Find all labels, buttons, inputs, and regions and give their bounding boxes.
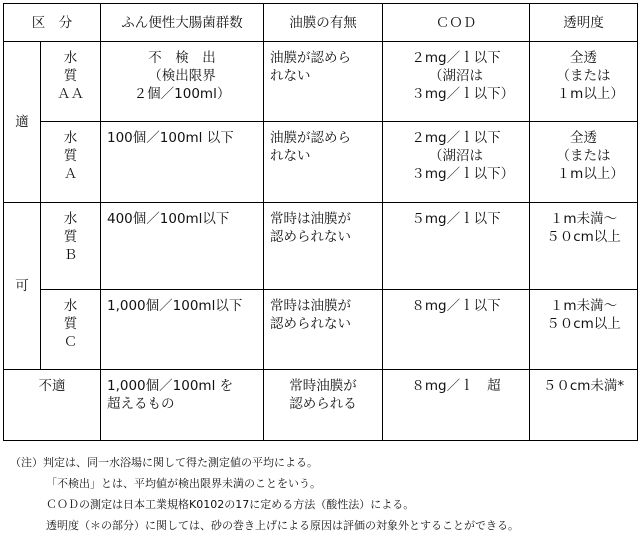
- table-row-a: [4, 122, 638, 203]
- footnote-line: （注）判定は、同一水浴場に関して得た測定値の平均による。: [10, 456, 318, 469]
- grade-cell: 水 質 ＡＡ: [41, 42, 101, 122]
- coliform-cell: 不 検 出 （検出限界 ２個／100ml）: [101, 42, 264, 122]
- header-coliform: ふん便性大腸菌群数: [101, 4, 264, 42]
- coliform-cell: 100個／100ml 以下: [101, 122, 264, 203]
- table-row-c: [4, 290, 638, 370]
- cod-cell: ２mg／ｌ以下 （湖沼は ３mg／ｌ以下）: [383, 122, 530, 203]
- oil-cell: 油膜が認めら れない: [264, 122, 383, 203]
- header-cod: ＣＯＤ: [383, 4, 530, 42]
- coliform-cell: 1,000個／100ml を 超えるもの: [101, 370, 264, 441]
- footnote-line: 透明度（＊の部分）に関しては、砂の巻き上げによる原因は評価の対象外とすることができる。: [46, 519, 519, 532]
- oil-cell: 常時油膜が 認められる: [264, 370, 383, 441]
- header-oil: 油膜の有無: [264, 4, 383, 42]
- table-row-b: [4, 203, 638, 290]
- header-clarity: 透明度: [530, 4, 638, 42]
- grade-cell: 水 質 Ｃ: [41, 290, 101, 370]
- clarity-cell: ５０cm未満*: [530, 370, 638, 441]
- header-kubun: 区 分: [4, 4, 101, 42]
- table-row-unsuitable: [4, 370, 638, 441]
- clarity-cell: １m未満〜 ５０cm以上: [530, 203, 638, 290]
- footnote-line: 「不検出」とは、平均値が検出限界未満のことをいう。: [46, 477, 321, 490]
- header-row: [4, 4, 638, 42]
- clarity-cell: 全透 （または １m以上）: [530, 42, 638, 122]
- cod-cell: ８mg／ｌ 超: [383, 370, 530, 441]
- footnote-line: ＣＯＤの測定は日本工業規格K0102の17に定める方法（酸性法）による。: [46, 498, 415, 511]
- cod-cell: ８mg／ｌ以下: [383, 290, 530, 370]
- footnotes: [10, 452, 636, 536]
- clarity-cell: １m未満〜 ５０cm以上: [530, 290, 638, 370]
- coliform-cell: 400個／100ml以下: [101, 203, 264, 290]
- cod-cell: ５mg／ｌ以下: [383, 203, 530, 290]
- group-label-suitable: 適: [4, 42, 41, 203]
- unsuitable-label: 不適: [4, 370, 101, 441]
- oil-cell: 油膜が認めら れない: [264, 42, 383, 122]
- grade-cell: 水 質 Ｂ: [41, 203, 101, 290]
- oil-cell: 常時は油膜が 認められない: [264, 203, 383, 290]
- grade-cell: 水 質 Ａ: [41, 122, 101, 203]
- coliform-cell: 1,000個／100ml以下: [101, 290, 264, 370]
- cod-cell: ２mg／ｌ以下 （湖沼は ３mg／ｌ以下）: [383, 42, 530, 122]
- oil-cell: 常時は油膜が 認められない: [264, 290, 383, 370]
- table-row-aa: [4, 42, 638, 122]
- group-label-acceptable: 可: [4, 203, 41, 370]
- clarity-cell: 全透 （または １m以上）: [530, 122, 638, 203]
- water-quality-table: [3, 3, 638, 441]
